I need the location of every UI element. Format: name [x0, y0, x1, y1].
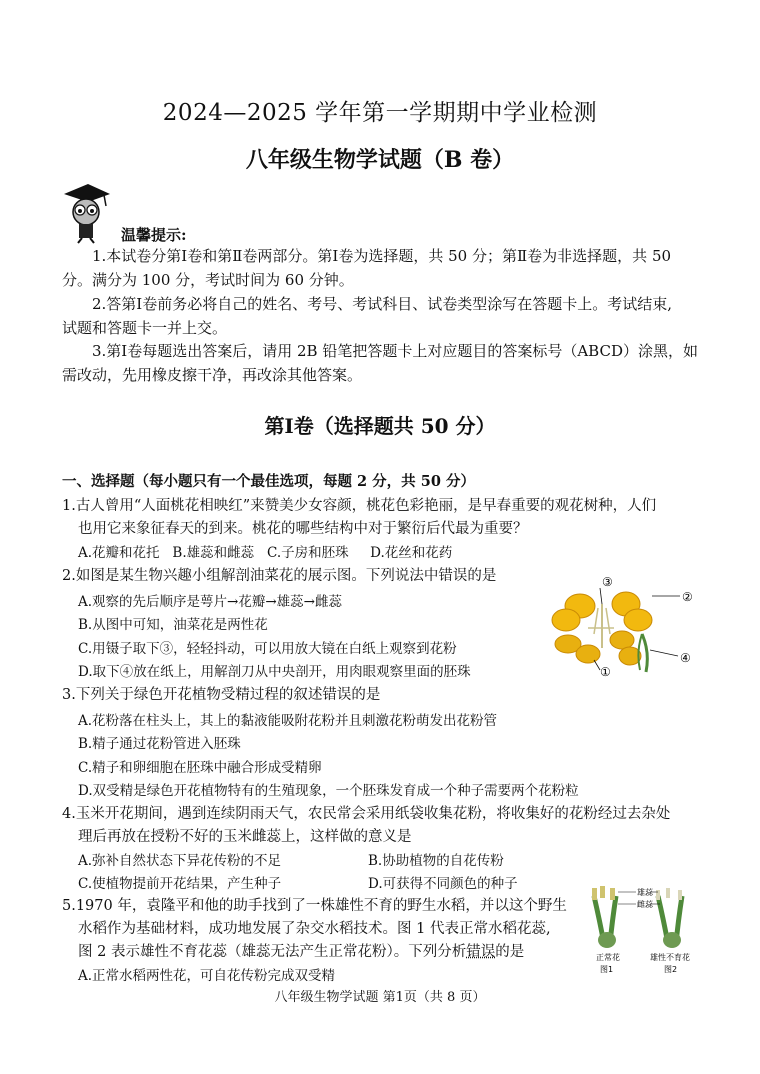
- q5-stem-line-3-a: 图 2 表示雄性不育花蕊（雄蕊无法产生正常花粉）。下列分析: [78, 944, 467, 960]
- q2-option-a: A.观察的先后顺序是萼片→花瓣→雄蕊→雌蕊: [78, 594, 342, 610]
- q3-option-c: C.精子和卵细胞在胚珠中融合形成受精卵: [78, 760, 322, 776]
- exam-title: 2024—2025 学年第一学期期中学业检测: [162, 100, 598, 126]
- tip-3-line-2: 需改动，先用橡皮擦干净，再改涂其他答案。: [62, 366, 363, 384]
- q4-option-c: C.使植物提前开花结果，产生种子: [78, 876, 282, 892]
- section-1-instruction: 一、选择题（每小题只有一个最佳选项，每题 2 分，共 50 分）: [62, 473, 475, 490]
- q3-option-b: B.精子通过花粉管进入胚珠: [78, 736, 241, 752]
- page-footer: 八年级生物学试题 第1页（共 8 页）: [274, 990, 486, 1005]
- q1-stem-line-2: 也用它来象征春天的到来。桃花的哪些结构中对于繁衍后代最为重要？: [78, 521, 528, 537]
- q3-stem: 3.下列关于绿色开花植物受精过程的叙述错误的是: [62, 687, 381, 703]
- q3-option-a: A.花粉落在柱头上，其上的黏液能吸附花粉并且刺激花粉萌发出花粉管: [78, 713, 498, 729]
- fig-label-4: ④: [680, 651, 691, 665]
- q1-options: A.花瓣和花托 B.雄蕊和雌蕊 C.子房和胚珠 D.花丝和花药: [78, 545, 453, 561]
- fig-pistil-label: 雌蕊: [637, 900, 653, 909]
- q1-stem-line-1: 1.古人曾用“人面桃花相映红”来赞美少女容颜，桃花色彩艳丽，是早春重要的观花树种，人们: [62, 498, 657, 514]
- q5-stem-line-1: 5.1970 年，袁隆平和他的助手找到了一株雄性不育的野生水稻，并以这个野生: [62, 898, 567, 914]
- rice-flower-figure: [586, 878, 701, 978]
- tip-3-line-1: 3.第Ⅰ卷每题选出答案后，请用 2B 铅笔把答题卡上对应题目的答案标号（ABCD）涂黑，如: [92, 342, 698, 360]
- fig-label-3: ③: [602, 575, 613, 589]
- q4-option-d: D.可获得不同颜色的种子: [368, 876, 518, 892]
- q2-stem: 2.如图是某生物兴趣小组解剖油菜花的展示图。下列说法中错误的是: [62, 568, 497, 584]
- q5-emphasis: 错误: [466, 944, 496, 960]
- fig2-caption: 雄性不育花: [650, 953, 690, 962]
- q4-stem-line-2: 理后再放在授粉不好的玉米雌蕊上，这样做的意义是: [78, 829, 412, 845]
- fig-label-2: ②: [682, 590, 693, 604]
- section-1-title: 第Ⅰ卷（选择题共 50 分）: [264, 414, 496, 438]
- q3-option-d: D.双受精是绿色开花植物特有的生殖现象，一个胚珠发育成一个种子需要两个花粉粒: [78, 783, 579, 799]
- graduate-mascot-icon: [58, 182, 112, 244]
- fig1-number: 图1: [600, 965, 614, 974]
- exam-subtitle: 八年级生物学试题（B 卷）: [245, 147, 515, 173]
- tip-1-line-1: 1.本试卷分第Ⅰ卷和第Ⅱ卷两部分。第Ⅰ卷为选择题，共 50 分；第Ⅱ卷为非选择题，共 50: [92, 247, 672, 265]
- q5-stem-line-3-c: 的是: [495, 944, 525, 960]
- q5-stem-line-3: [78, 940, 524, 961]
- rapeseed-flower-figure: [538, 574, 713, 678]
- q2-option-d: D.取下④放在纸上，用解剖刀从中央剖开，用肉眼观察里面的胚珠: [78, 664, 471, 680]
- q4-option-b: B.协助植物的自花传粉: [368, 853, 504, 869]
- tips-heading: 温馨提示:: [121, 226, 187, 244]
- fig-label-1: ①: [600, 665, 611, 678]
- q5-stem-line-2: 水稻作为基础材料，成功地发展了杂交水稻技术。图 1 代表正常水稻花蕊,: [78, 921, 551, 937]
- q4-stem-line-1: 4.玉米开花期间，遇到连续阴雨天气，农民常会采用纸袋收集花粉，将收集好的花粉经过去杂处: [62, 806, 671, 822]
- q2-option-c: C.用镊子取下③，轻轻抖动，可以用放大镜在白纸上观察到花粉: [78, 641, 457, 657]
- q5-option-a: A.正常水稻两性花，可自花传粉完成双受精: [78, 968, 336, 984]
- fig1-caption: 正常花: [596, 953, 620, 962]
- tip-2-line-2: 试题和答题卡一并上交。: [62, 319, 228, 337]
- q2-option-b: B.从图中可知，油菜花是两性花: [78, 617, 268, 633]
- fig-stamen-label: 雄蕊: [637, 888, 653, 897]
- q4-option-a: A.弥补自然状态下异花传粉的不足: [78, 853, 282, 869]
- tip-1-line-2: 分。满分为 100 分，考试时间为 60 分钟。: [62, 271, 354, 289]
- tip-2-line-1: 2.答第Ⅰ卷前务必将自己的姓名、考号、考试科目、试卷类型涂写在答题卡上。考试结束,: [92, 295, 673, 313]
- fig2-number: 图2: [664, 965, 678, 974]
